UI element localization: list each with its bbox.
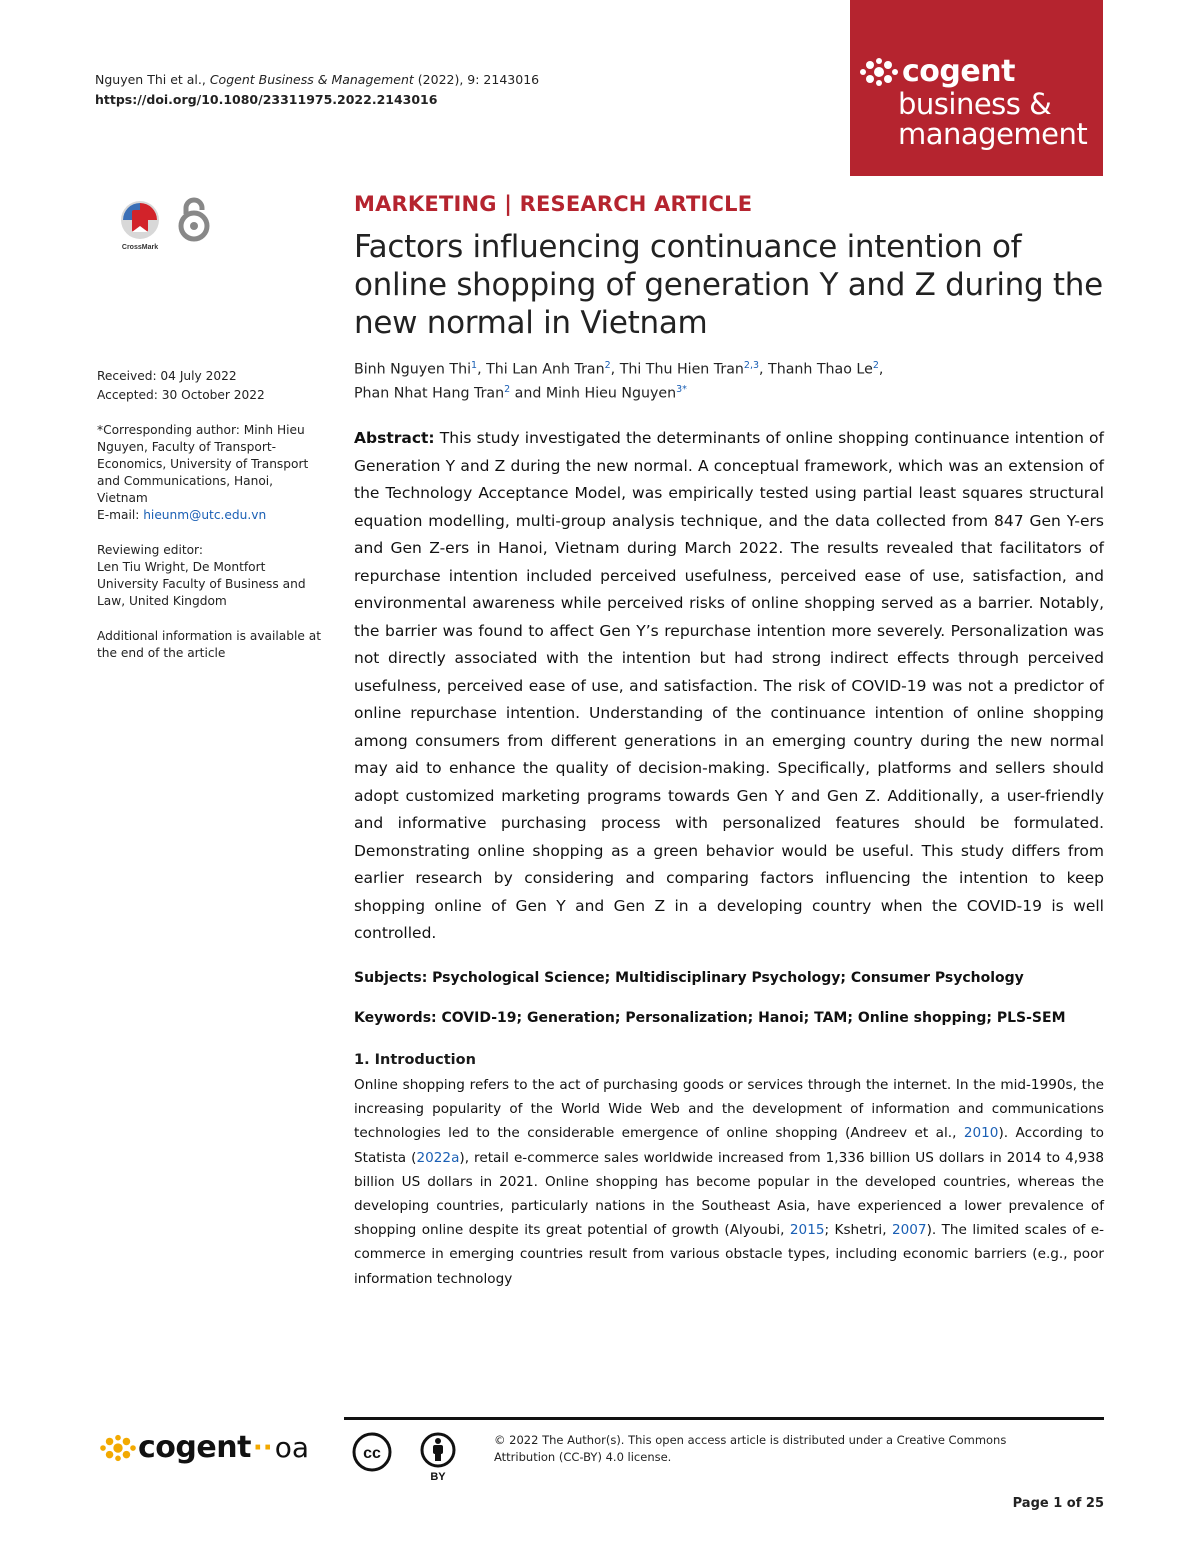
cogent-oa-logo [98, 1430, 309, 1465]
received-date: Received: 04 July 2022 [97, 369, 237, 383]
author-name: Thi Lan Anh Tran [486, 361, 605, 378]
cogent-oa-text: cogent [138, 1430, 251, 1465]
cc-by-icon [418, 1432, 458, 1482]
author-list [354, 356, 1104, 403]
brand-logo-row [858, 56, 1015, 88]
license-text: © 2022 The Author(s). This open access article is distributed under a Creative Commons Attribution (CC-BY) 4.0 license. [494, 1433, 1007, 1464]
citation-header [95, 70, 539, 110]
email-link[interactable]: hieunm@utc.edu.vn [143, 508, 267, 522]
abstract-text: This study investigated the determinants of online shopping continuance intention of Generation Y and Z during the new normal. A conceptual framework, which was an extension of the Technology Acceptance Model, was empirically tested using partial least squares structural equation modelling, multi-group analysis technique, and the data collected from 847 Gen Y-ers and Gen Z-ers in Hanoi, Vietnam during March 2022. The results revealed that facilitators of repurchase intention included perceived usefulness, perceived ease of use, satisfaction, and environmental awareness while perceived risks of online shopping served as a barrier. Notably, the barrier was found to affect Gen Y’s repurchase intention more severely. Personalization was not directly associated with the intention but had strong indirect effects through perceived usefulness, perceived ease of use, and satisfaction. The risk of COVID-19 was not a predictor of online repurchase intention. Understanding of the continuance intention of online shopping among consumers from different generations in an emerging country during the new normal may aid to enhance the quality of decision-making. Specifically, platforms and sellers should adopt customized marketing programs towards Gen Y and Gen Z. Additionally, a user-friendly and informative purchasing process with personalized features should be formulated. Demonstrating online shopping as a green behavior would be useful. This study differs from earlier research by considering and comparing factors influencing the intention to keep shopping online of Gen Y and Gen Z in a developing country when the COVID-19 is well controlled. [354, 429, 1104, 943]
cogent-flower-icon [858, 56, 900, 88]
section-heading-introduction: 1. Introduction [354, 1051, 476, 1068]
author-name: Thi Thu Hien Tran [619, 361, 744, 378]
reviewing-editor-label: Reviewing editor: [97, 543, 203, 557]
brand-cogent: cogent [902, 54, 1015, 89]
author-separator: , [477, 361, 487, 378]
author-separator: , [878, 361, 884, 378]
introduction-text: ). According to Statista ( [354, 1125, 1104, 1166]
introduction-paragraph [354, 1073, 1104, 1291]
author-affiliation-marker[interactable]: 2 [872, 360, 879, 371]
additional-info: Additional information is available at the end of the article [97, 629, 322, 660]
open-access-icon [178, 196, 210, 242]
citation-link[interactable]: 2010 [963, 1125, 999, 1142]
citation-volume: (2022), 9: 2143016 [417, 72, 540, 87]
article-sidebar [97, 368, 322, 672]
abstract-label: Abstract: [354, 429, 435, 448]
by-label: BY [430, 1471, 446, 1482]
citation-authors: Nguyen Thi et al., [95, 72, 206, 87]
abstract [354, 425, 1104, 948]
introduction-text: ). The limited scales of e-commerce in emerging countries result from various obstacle types, including economic barriers (e.g., poor information technology [354, 1222, 1105, 1287]
footer-divider [344, 1417, 1104, 1420]
cogent-oa-dots: ·· [252, 1432, 273, 1463]
citation-link[interactable]: 2007 [891, 1222, 927, 1239]
introduction-text: Online shopping refers to the act of purchasing goods or services through the internet. In the mid-1990s, the increasing popularity of the World Wide Web and the development of information and communications technologies led to the considerable emergence of online shopping (Andreev et al., [354, 1076, 1104, 1142]
author-affiliation-marker[interactable]: 2,3 [743, 360, 760, 371]
author-affiliation-marker[interactable]: 3* [676, 383, 687, 395]
introduction-text: ; Kshetri, [824, 1222, 892, 1239]
cogent-oa-suffix: oa [274, 1431, 309, 1464]
crossmark-icon[interactable] [118, 200, 162, 252]
author-name: Phan Nhat Hang Tran [354, 385, 505, 402]
article-title: Factors influencing continuance intention of online shopping of generation Y and Z during the new normal in Vietnam [354, 229, 1103, 341]
brand-line-management: management [898, 117, 1088, 151]
author-affiliation-marker[interactable]: 2 [504, 383, 511, 395]
citation-journal: Cogent Business & Management [209, 72, 414, 87]
author-affiliation-marker[interactable]: 2 [604, 360, 611, 371]
email-label: E-mail: [97, 508, 140, 522]
main-column [354, 190, 1104, 1291]
author-separator: , [759, 361, 769, 378]
brand-line-business: business & [898, 87, 1052, 121]
creative-commons-icon [352, 1432, 392, 1472]
keywords: Keywords: COVID-19; Generation; Personalization; Hanoi; TAM; Online shopping; PLS-SEM [354, 1009, 1066, 1026]
article-category: MARKETING | RESEARCH ARTICLE [354, 192, 753, 216]
page-number: Page 1 of 25 [1012, 1496, 1104, 1511]
author-name: Binh Nguyen Thi [354, 361, 472, 378]
author-separator: and [510, 385, 546, 402]
subjects: Subjects: Psychological Science; Multidisciplinary Psychology; Consumer Psychology [354, 969, 1024, 986]
author-affiliation-marker[interactable]: 1 [471, 360, 478, 371]
reviewing-editor: Len Tiu Wright, De Montfort University Faculty of Business and Law, United Kingdom [97, 560, 306, 608]
introduction-text: ), retail e-commerce sales worldwide increased from 1,336 billion US dollars in 2014 to 4,938 billion US dollars in 2021. Online shopping has become popular in the developed countries, whereas the developing countries, particularly nations in the Southeast Asia, have experienced a lower prevalence of shopping online despite its great potential of growth (Alyoubi, [354, 1149, 1104, 1239]
author-separator: , [610, 361, 620, 378]
author-name: Minh Hieu Nguyen [545, 385, 677, 402]
cogent-oa-flower-icon [98, 1433, 138, 1463]
doi-link[interactable]: https://doi.org/10.1080/23311975.2022.2143016 [95, 92, 438, 107]
corresponding-author: *Corresponding author: Minh Hieu Nguyen, Faculty of Transport-Economics, University of Transport and Communications, Hanoi, Vietnam [97, 423, 309, 505]
journal-brand-box [850, 0, 1103, 176]
citation-link[interactable]: 2022a [416, 1149, 460, 1166]
crossmark-label: CrossMark [121, 244, 159, 251]
accepted-date: Accepted: 30 October 2022 [97, 388, 265, 402]
email-line [97, 507, 322, 524]
citation-link[interactable]: 2015 [789, 1222, 825, 1239]
cc-label: cc [363, 1445, 381, 1462]
citation-line [95, 70, 539, 90]
author-name: Thanh Thao Le [768, 361, 873, 378]
